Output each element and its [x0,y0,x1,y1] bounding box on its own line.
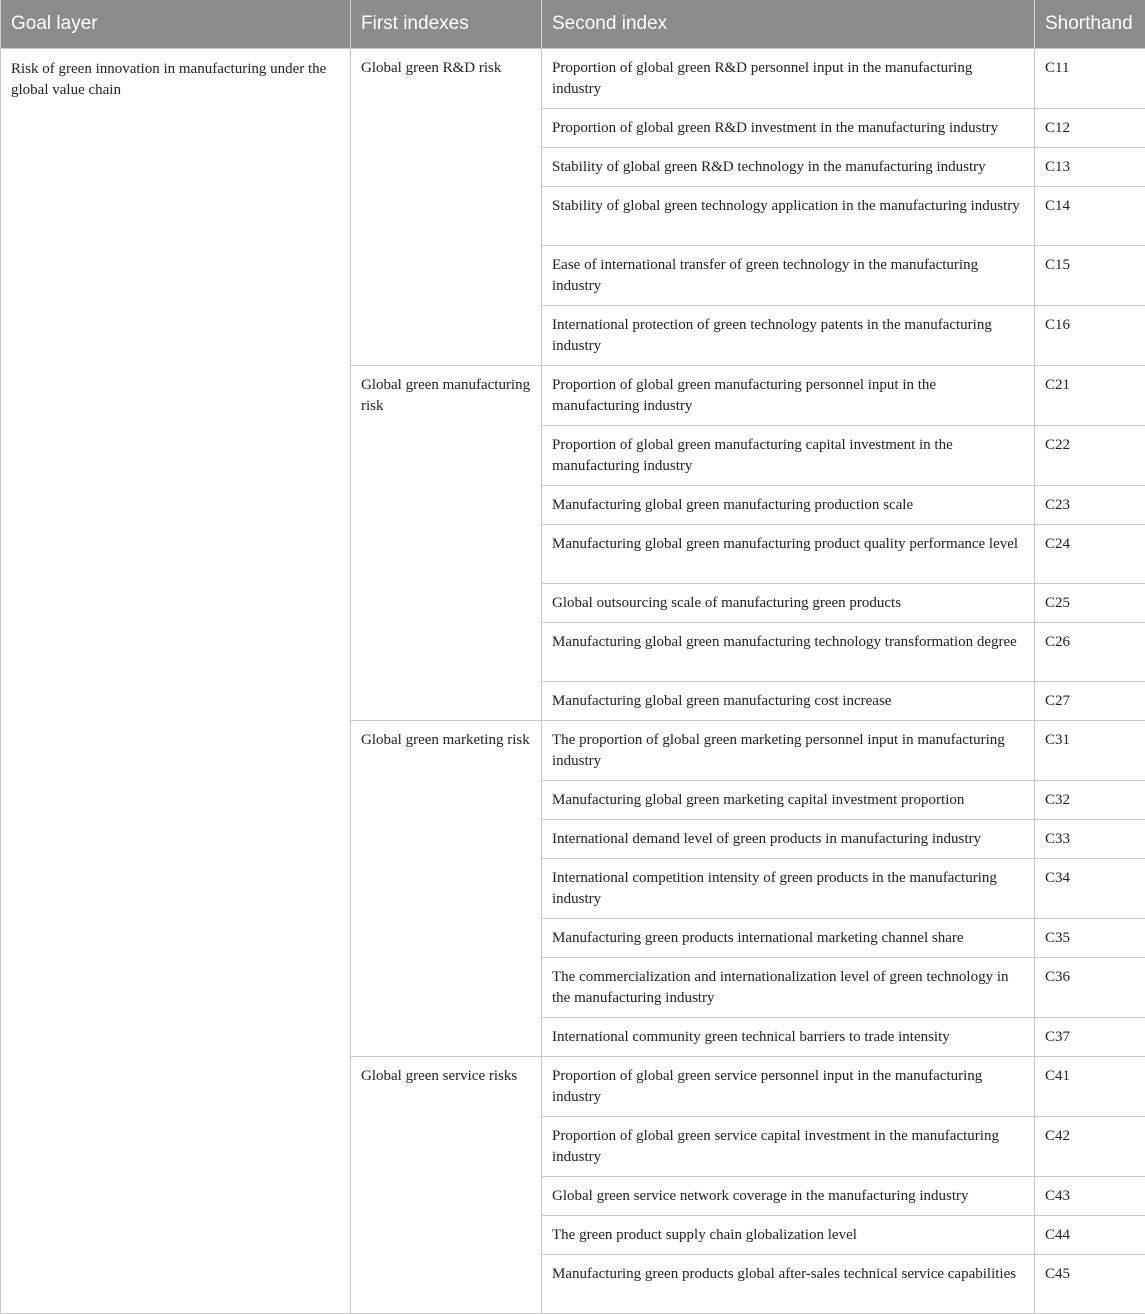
shorthand-cell: C36 [1035,957,1145,1017]
table-header [1,0,1145,48]
second-index-cell: The green product supply chain globalization level [542,1215,1035,1254]
shorthand-cell: C42 [1035,1116,1145,1176]
shorthand-cell: C35 [1035,918,1145,957]
second-index-cell: Proportion of global green service personnel input in the manufacturing industry [542,1056,1035,1116]
second-index-cell: The commercialization and internationalization level of green technology in the manufacturing industry [542,957,1035,1017]
shorthand-cell: C44 [1035,1215,1145,1254]
shorthand-cell: C34 [1035,858,1145,918]
shorthand-cell: C41 [1035,1056,1145,1116]
second-index-cell: Proportion of global green R&D investment in the manufacturing industry [542,108,1035,147]
second-index-cell: Manufacturing global green manufacturing product quality performance level [542,524,1035,583]
shorthand-cell: C43 [1035,1176,1145,1215]
second-index-cell: International protection of green technology patents in the manufacturing industry [542,305,1035,365]
second-index-cell: International community green technical barriers to trade intensity [542,1017,1035,1056]
second-index-cell: Manufacturing green products global after-sales technical service capabilities [542,1254,1035,1313]
second-index-cell: Proportion of global green manufacturing capital investment in the manufacturing industry [542,425,1035,485]
shorthand-cell: C13 [1035,147,1145,186]
shorthand-cell: C24 [1035,524,1145,583]
shorthand-cell: C22 [1035,425,1145,485]
header-row [1,0,1145,48]
table-row [1,48,1145,108]
second-index-cell: Proportion of global green manufacturing personnel input in the manufacturing industry [542,365,1035,425]
shorthand-cell: C32 [1035,780,1145,819]
second-index-cell: Proportion of global green R&D personnel input in the manufacturing industry [542,48,1035,108]
shorthand-cell: C15 [1035,245,1145,305]
second-index-cell: International competition intensity of green products in the manufacturing industry [542,858,1035,918]
header-first-indexes: First indexes [351,0,542,48]
second-index-cell: Manufacturing global green manufacturing cost increase [542,681,1035,720]
second-index-cell: Manufacturing green products international marketing channel share [542,918,1035,957]
first-index-cell: Global green service risks [351,1056,542,1313]
shorthand-cell: C45 [1035,1254,1145,1313]
shorthand-cell: C21 [1035,365,1145,425]
second-index-cell: International demand level of green products in manufacturing industry [542,819,1035,858]
shorthand-cell: C37 [1035,1017,1145,1056]
shorthand-cell: C16 [1035,305,1145,365]
second-index-cell: Global green service network coverage in the manufacturing industry [542,1176,1035,1215]
second-index-cell: Proportion of global green service capital investment in the manufacturing industry [542,1116,1035,1176]
shorthand-cell: C11 [1035,48,1145,108]
second-index-cell: Manufacturing global green marketing capital investment proportion [542,780,1035,819]
goal-layer-cell: Risk of green innovation in manufacturing under the global value chain [1,48,351,1313]
shorthand-cell: C27 [1035,681,1145,720]
first-index-cell: Global green R&D risk [351,48,542,365]
header-shorthand: Shorthand [1035,0,1145,48]
shorthand-cell: C33 [1035,819,1145,858]
second-index-cell: Stability of global green technology application in the manufacturing industry [542,186,1035,245]
second-index-cell: Manufacturing global green manufacturing technology transformation degree [542,622,1035,681]
second-index-cell: Ease of international transfer of green technology in the manufacturing industry [542,245,1035,305]
first-index-cell: Global green marketing risk [351,720,542,1056]
shorthand-cell: C25 [1035,583,1145,622]
shorthand-cell: C31 [1035,720,1145,780]
shorthand-cell: C23 [1035,485,1145,524]
first-index-cell: Global green manufacturing risk [351,365,542,720]
table-body [1,48,1145,1313]
second-index-cell: Stability of global green R&D technology in the manufacturing industry [542,147,1035,186]
second-index-cell: Global outsourcing scale of manufacturing green products [542,583,1035,622]
shorthand-cell: C26 [1035,622,1145,681]
shorthand-cell: C14 [1035,186,1145,245]
second-index-cell: Manufacturing global green manufacturing production scale [542,485,1035,524]
shorthand-cell: C12 [1035,108,1145,147]
header-goal-layer: Goal layer [1,0,351,48]
header-second-index: Second index [542,0,1035,48]
second-index-cell: The proportion of global green marketing personnel input in manufacturing industry [542,720,1035,780]
